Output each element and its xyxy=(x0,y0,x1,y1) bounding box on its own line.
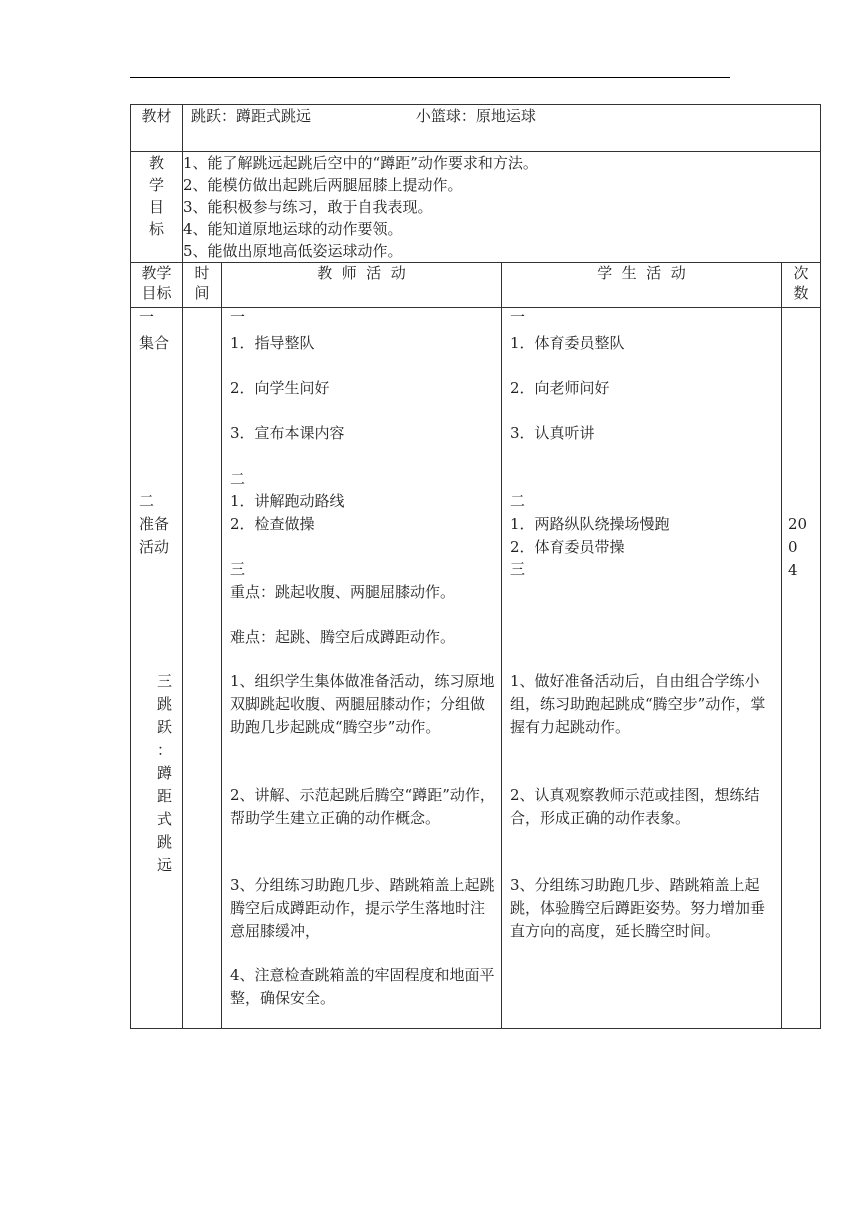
goal-item: 1、能了解跳远起跳后空中的“蹲距”动作要求和方法。 xyxy=(183,154,538,172)
column-header-row xyxy=(131,263,821,308)
content-row xyxy=(131,308,821,1029)
teacher-step-1: 1、组织学生集体做准备活动，练习原地双脚跳起收腹、两腿屈膝动作；分组做助跑几步起跳成“腾空步”动作。 xyxy=(230,672,495,736)
material-row xyxy=(131,105,821,152)
material-label: 教材 xyxy=(131,105,183,152)
material-content: 跳跃：蹲距式跳远 小篮球：原地运球 xyxy=(183,105,821,152)
goal-item: 3、能积极参与练习，敢于自我表现。 xyxy=(183,198,433,216)
goal-item: 5、能做出原地高低姿运球动作。 xyxy=(183,242,403,260)
goal-item: 2、能模仿做出起跳后两腿屈膝上提动作。 xyxy=(183,176,463,194)
count-cell: 20 0 4 xyxy=(782,308,821,1029)
col-teacher-header: 教 师 活 动 xyxy=(222,263,502,308)
goal-item: 4、能知道原地运球的动作要领。 xyxy=(183,220,403,238)
section-2-name: 活动 xyxy=(139,538,170,556)
section-3-label: 式 xyxy=(157,810,173,828)
section-3-label: 蹲 xyxy=(157,764,173,782)
header-rule xyxy=(130,77,730,78)
student-step-1: 1、做好准备活动后，自由组合学练小组，练习助跑起跳成“腾空步”动作，掌握有力起跳动作。 xyxy=(510,672,766,736)
goals-list xyxy=(183,152,821,263)
student-step-3: 3、分组练习助跑几步、踏跳箱盖上起跳，体验腾空后蹲距姿势。努力增加垂直方向的高度，延长腾空时间。 xyxy=(510,876,766,940)
student-step-2: 2、认真观察教师示范或挂图，想练结合，形成正确的动作表象。 xyxy=(510,786,760,827)
section-3-label: 远 xyxy=(157,856,173,874)
col-goal-header: 教学 目标 xyxy=(131,263,183,308)
section-3-label: 距 xyxy=(157,787,173,805)
student-activity-cell: 一 1．体育委员整队 2．向老师问好 3．认真听讲 二 1．两路纵队绕操场慢跑 2．体育委员带操 三 1、做好准备活动后，自由组合学练小组，练习助跑起跳成“腾空步”动作，掌握有力起跳动作。 2、认真观察教师示范或挂图，想练结合，形成正确的动作表象。 3、分组练习助跑几步、踏跳箱盖上起跳，体验腾空后蹲距姿势。努力增加垂直方向的高度，延长腾空时间。 xyxy=(502,308,782,1029)
col-count-header: 次 数 xyxy=(782,263,821,308)
lesson-plan-table xyxy=(130,104,821,1029)
teacher-step-4: 4、注意检查跳箱盖的牢固程度和地面平整，确保安全。 xyxy=(230,966,495,1007)
section-1-name: 集合 xyxy=(139,334,170,352)
teacher-step-2: 2、讲解、示范起跳后腾空“蹲距”动作，帮助学生建立正确的动作概念。 xyxy=(230,786,495,827)
section-3-label: ： xyxy=(157,741,173,759)
col-student-header: 学 生 活 动 xyxy=(502,263,782,308)
time-cell xyxy=(183,308,222,1029)
section-2-name: 准备 xyxy=(139,515,170,533)
section-3-label: 跳 xyxy=(157,833,173,851)
col-time-header: 时 间 xyxy=(183,263,222,308)
section-2-number: 二 xyxy=(139,492,155,510)
section-3-label: 跃 xyxy=(157,718,173,736)
section-3-label: 跳 xyxy=(157,695,173,713)
goals-label: 教 学 目 标 xyxy=(131,152,183,263)
section-labels-cell xyxy=(131,308,183,1029)
section-1-number: 一 xyxy=(139,308,155,326)
teacher-activity-cell: 一 1．指导整队 2．向学生问好 3．宣布本课内容 二 1．讲解跑动路线 2．检查做操 三 重点：跳起收腹、两腿屈膝动作。 难点：起跳、腾空后成蹲距动作。 1、组织学生集体做准备活动，练习原地双脚跳起收腹、两腿屈膝动作；分组做助跑几步起跳成“腾空步”动作。 2、讲解、示范起跳后腾空“蹲距”动作，帮助学生建立正确的动作概念。 3、分组练习助跑几步、踏跳箱盖上起跳腾空后成蹲距动作，提示学生落地时注意屈膝缓冲， 4、注意检查跳箱盖的牢固程度和地面平整，确保安全。 xyxy=(222,308,502,1029)
section-3-label: 三 xyxy=(157,672,173,690)
goals-row xyxy=(131,152,821,263)
teacher-step-3: 3、分组练习助跑几步、踏跳箱盖上起跳腾空后成蹲距动作，提示学生落地时注意屈膝缓冲， xyxy=(230,876,495,940)
